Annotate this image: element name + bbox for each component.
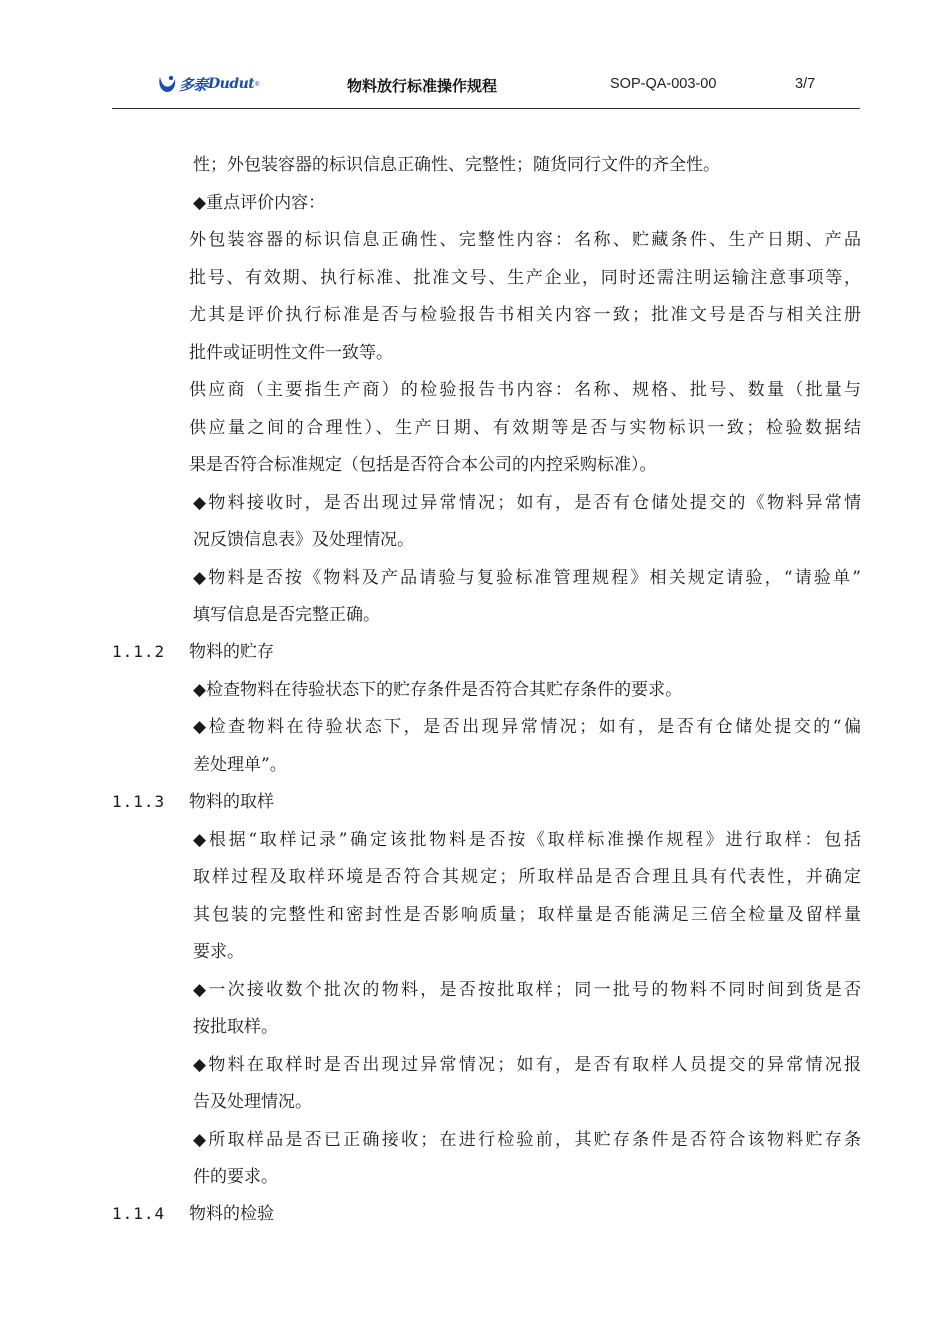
text-line: 填写信息是否完整正确。 <box>193 605 380 625</box>
section-title: 物料的取样 <box>189 792 274 812</box>
text-line: 尤其是评价执行标准是否与检验报告书相关内容一致；批准文号是否与相关注册 <box>189 305 861 325</box>
text-line: 按批取样。 <box>193 1017 278 1037</box>
logo-mark-icon <box>156 73 178 95</box>
logo-chinese-text: 多泰 <box>179 75 208 94</box>
section-number: 1.1.3 <box>112 792 166 811</box>
section-title: 物料的检验 <box>189 1204 274 1224</box>
text-line: 果是否符合标准规定（包括是否符合本公司的内控采购标准）。 <box>189 455 657 475</box>
bullet-item: ◆物料在取样时是否出现过异常情况；如有，是否有取样人员提交的异常情况报 <box>193 1055 861 1075</box>
bullet-item: ◆检查物料在待验状态下，是否出现异常情况；如有，是否有仓储处提交的“偏 <box>193 717 861 737</box>
company-logo <box>156 70 260 98</box>
text-line: 况反馈信息表》及处理情况。 <box>193 530 414 550</box>
page-header <box>112 62 860 109</box>
registered-mark-icon: ® <box>254 80 261 88</box>
bullet-item: ◆物料接收时，是否出现过异常情况；如有，是否有仓储处提交的《物料异常情 <box>193 493 861 513</box>
text-line: 要求。 <box>193 942 244 962</box>
document-code: SOP-QA-003-00 <box>610 76 717 92</box>
bullet-item: ◆所取样品是否已正确接收；在进行检验前，其贮存条件是否符合该物料贮存条 <box>193 1130 861 1150</box>
text-line: 性；外包装容器的标识信息正确性、完整性；随货同行文件的齐全性。 <box>193 155 720 175</box>
text-line: 批号、有效期、执行标准、批准文号、生产企业，同时还需注明运输注意事项等， <box>189 268 861 288</box>
section-number: 1.1.4 <box>112 1204 166 1223</box>
text-line: 供应量之间的合理性）、生产日期、有效期等是否与实物标识一致；检验数据结 <box>189 418 861 438</box>
text-line: 批件或证明性文件一致等。 <box>189 343 393 363</box>
text-line: 告及处理情况。 <box>193 1092 312 1112</box>
text-line: 件的要求。 <box>193 1167 278 1187</box>
text-line: 供应商（主要指生产商）的检验报告书内容：名称、规格、批号、数量（批量与 <box>189 380 861 400</box>
section-number: 1.1.2 <box>112 642 166 661</box>
text-line: 差处理单”。 <box>193 755 287 775</box>
section-title: 物料的贮存 <box>189 642 274 662</box>
document-title: 物料放行标准操作规程 <box>347 77 498 95</box>
text-line: 其包装的完整性和密封性是否影响质量；取样量是否能满足三倍全检量及留样量 <box>193 905 861 925</box>
bullet-item: ◆物料是否按《物料及产品请验与复验标准管理规程》相关规定请验，“请验单” <box>193 568 861 588</box>
page-number: 3/7 <box>795 76 816 92</box>
bullet-item: ◆检查物料在待验状态下的贮存条件是否符合其贮存条件的要求。 <box>193 680 683 700</box>
text-line: 取样过程及取样环境是否符合其规定；所取样品是否合理且具有代表性，并确定 <box>193 867 861 887</box>
bullet-heading: ◆重点评价内容： <box>193 193 326 213</box>
bullet-item: ◆根据“取样记录”确定该批物料是否按《取样标准操作规程》进行取样：包括 <box>193 830 861 850</box>
bullet-item: ◆一次接收数个批次的物料，是否按批取样；同一批号的物料不同时间到货是否 <box>193 980 861 1000</box>
logo-english-text: Dudut <box>208 76 255 92</box>
text-line: 外包装容器的标识信息正确性、完整性内容：名称、贮藏条件、生产日期、产品 <box>189 230 861 250</box>
